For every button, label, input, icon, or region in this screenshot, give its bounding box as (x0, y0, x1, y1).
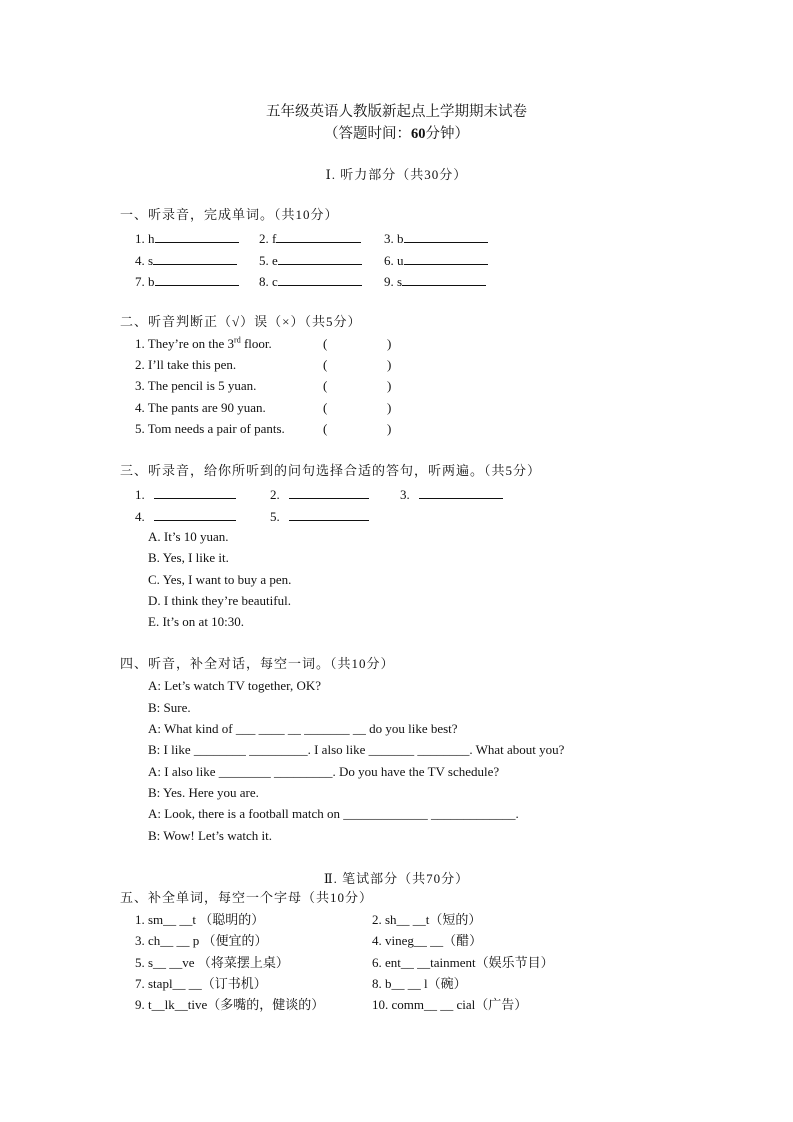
q5-item-7: 7. stapl__ __（订书机） (135, 976, 267, 991)
q2-answer-open-2: ( (323, 357, 328, 372)
part2-heading: Ⅱ. 笔试部分（共70分） (323, 871, 470, 886)
q5-item-4: 4. vineg__ __（醋） (372, 933, 483, 948)
q5-item-10: 10. comm__ __ cial（广告） (372, 997, 528, 1012)
q3-blank-5: 5. (270, 508, 369, 525)
q1-item-9: 9. s (384, 273, 486, 290)
q5-item-5: 5. s__ __ve （将菜摆上桌） (135, 955, 289, 970)
q4-line-3: A: What kind of ___ ____ __ _______ __ do you like best? (148, 721, 458, 736)
q2-answer-close-2: ) (387, 357, 392, 372)
q4-heading: 四、听音，补全对话，每空一词。（共10分） (120, 656, 395, 671)
q5-item-8: 8. b__ __ l（碗） (372, 976, 467, 991)
q1-item-5: 5. e (259, 252, 362, 269)
q5-item-6: 6. ent__ __tainment（娱乐节目） (372, 955, 554, 970)
q5-heading: 五、补全单词，每空一个字母（共10分） (120, 890, 374, 905)
q4-line-5: A: I also like ________ _________. Do you have the TV schedule? (148, 764, 500, 779)
q1-item-6: 6. u (384, 252, 488, 269)
q3-blank-4: 4. (135, 508, 236, 525)
q2-answer-open-4: ( (323, 400, 328, 415)
q5-item-2: 2. sh__ __t（短的） (372, 912, 482, 927)
q2-answer-close-5: ) (387, 421, 392, 436)
q4-line-8: B: Wow! Let’s watch it. (148, 828, 273, 843)
q2-answer-open-3: ( (323, 378, 328, 393)
q1-item-2: 2. f (259, 230, 361, 247)
q2-item-1: 1. They’re on the 3rd floor. (135, 335, 272, 351)
q5-item-9: 9. t__lk__tive（多嘴的，健谈的） (135, 997, 325, 1012)
q3-blank-1: 1. (135, 486, 236, 503)
q2-item-4: 4. The pants are 90 yuan. (135, 400, 266, 415)
q3-blank-2: 2. (270, 486, 369, 503)
q2-heading: 二、听音判断正（√）误（×）（共5分） (120, 314, 362, 329)
q3-option-d: D. I think they’re beautiful. (148, 593, 291, 608)
q2-answer-close-1: ) (387, 336, 392, 351)
q4-line-2: B: Sure. (148, 700, 191, 715)
q4-line-6: B: Yes. Here you are. (148, 785, 259, 800)
q1-item-7: 7. b (135, 273, 239, 290)
q4-line-7: A: Look, there is a football match on _____________ _____________. (148, 806, 519, 821)
q2-item-3: 3. The pencil is 5 yuan. (135, 378, 257, 393)
q1-heading: 一、听录音，完成单词。（共10分） (120, 207, 339, 222)
time-prefix: （答题时间： (324, 126, 411, 142)
q2-answer-open-5: ( (323, 421, 328, 436)
exam-time (0, 122, 793, 143)
q2-answer-open-1: ( (323, 336, 328, 351)
q4-line-4: B: I like ________ _________. I also like _______ ________. What about you? (148, 742, 565, 757)
q3-option-e: E. It’s on at 10:30. (148, 614, 245, 629)
q2-item-2: 2. I’ll take this pen. (135, 357, 237, 372)
q4-line-1: A: Let’s watch TV together, OK? (148, 678, 322, 693)
q3-option-c: C. Yes, I want to buy a pen. (148, 572, 292, 587)
exam-title: 五年级英语人教版新起点上学期期末试卷 (266, 104, 527, 120)
q1-item-1: 1. h (135, 230, 239, 247)
q1-item-3: 3. b (384, 230, 488, 247)
q3-heading: 三、听录音，给你所听到的问句选择合适的答句，听两遍。（共5分） (120, 463, 542, 478)
q2-answer-close-4: ) (387, 400, 392, 415)
q3-option-a: A. It’s 10 yuan. (148, 529, 229, 544)
q3-blank-3: 3. (400, 486, 503, 503)
q1-item-4: 4. s (135, 252, 237, 269)
q1-item-8: 8. c (259, 273, 362, 290)
q5-item-1: 1. sm__ __t （聪明的） (135, 912, 265, 927)
q2-item-5: 5. Tom needs a pair of pants. (135, 421, 285, 436)
q5-item-3: 3. ch__ __ p （便宜的） (135, 933, 268, 948)
q3-option-b: B. Yes, I like it. (148, 550, 229, 565)
time-suffix: 分钟） (425, 126, 469, 142)
part1-heading: Ⅰ. 听力部分（共30分） (325, 167, 468, 182)
time-value: 60 (411, 126, 426, 142)
q2-answer-close-3: ) (387, 378, 392, 393)
